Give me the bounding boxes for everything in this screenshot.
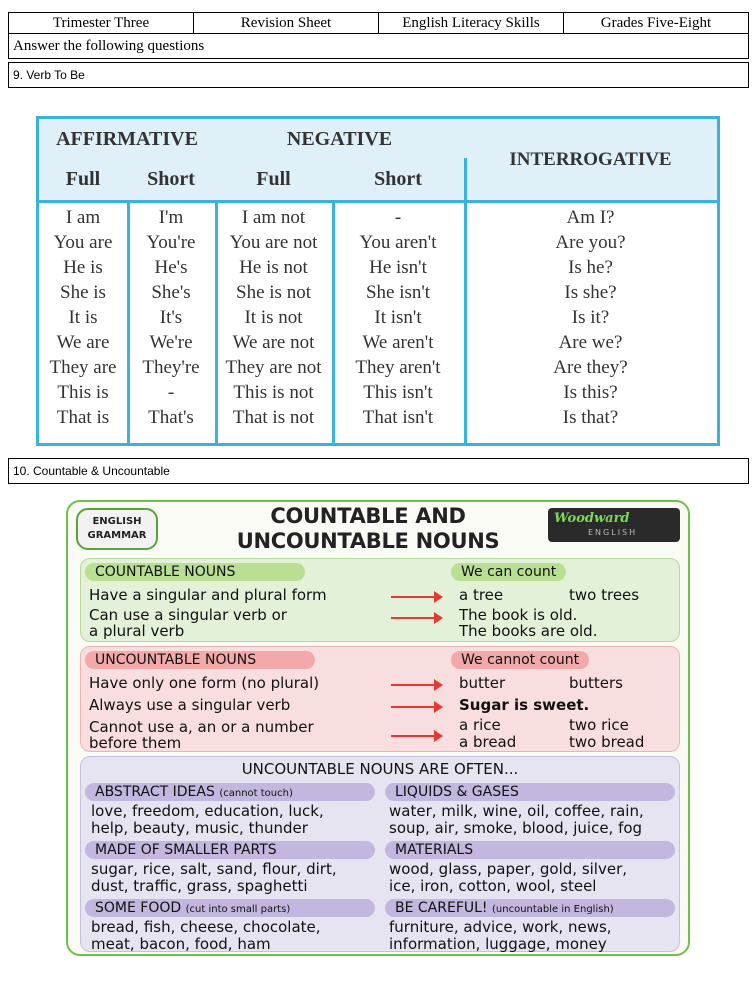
often-heading: UNCOUNTABLE NOUNS ARE OFTEN...: [241, 760, 519, 778]
title-line-1: COUNTABLE AND: [270, 504, 466, 528]
liquids-gases-label: LIQUIDS & GASES: [385, 783, 675, 801]
we-cannot-count-label: We cannot count: [451, 651, 589, 669]
table-cell: They're: [142, 357, 200, 378]
we-can-count-label: We can count: [451, 563, 566, 581]
smaller-parts-label: MADE OF SMALLER PARTS: [85, 841, 375, 859]
table-cell: She is not: [236, 282, 311, 303]
uncountable-rule-2: Always use a singular verb: [89, 696, 291, 714]
table-cell: I am not: [241, 207, 306, 228]
arrow-icon: [391, 684, 441, 686]
affirmative-short-header: Short: [127, 158, 218, 203]
materials-label: MATERIALS: [385, 841, 675, 859]
table-cell: Is he?: [568, 257, 613, 278]
table-cell: They are not: [225, 357, 322, 378]
uncountable-example-3b: two rice: [569, 716, 629, 734]
table-cell: She isn't: [365, 282, 431, 303]
table-cell: That's: [148, 407, 194, 428]
uncountable-panel: [80, 646, 680, 752]
table-cell: Are we?: [558, 332, 623, 353]
table-cell: Is it?: [571, 307, 610, 328]
table-cell: That is not: [232, 407, 315, 428]
table-cell: You aren't: [359, 232, 437, 253]
materials-line-2: ice, iron, cotton, wool, steel: [389, 877, 597, 895]
uncountable-rule-3b: before them: [89, 734, 182, 752]
table-cell: Am I?: [566, 207, 615, 228]
table-cell: You are not: [229, 232, 318, 253]
table-cell: He isn't: [369, 257, 427, 278]
table-cell: Are they?: [553, 357, 628, 378]
table-cell: We aren't: [362, 332, 434, 353]
worksheet-header: [8, 12, 749, 60]
question-10-label: 10. Countable & Uncountable: [8, 458, 749, 484]
arrow-icon: [391, 735, 441, 737]
table-cell: She is: [60, 282, 106, 303]
uncountable-example-4a: a bread: [459, 733, 517, 751]
affirmative-short-column: [127, 203, 218, 443]
table-cell: I'm: [158, 207, 184, 228]
countable-nouns-infographic: [66, 500, 690, 956]
table-cell: That is: [56, 407, 110, 428]
arrow-icon: [391, 706, 441, 708]
table-cell: We are: [56, 332, 110, 353]
countable-example-3: The books are old.: [459, 622, 598, 640]
header-row: [8, 12, 749, 34]
english-grammar-logo: [76, 508, 158, 550]
table-cell: It's: [159, 307, 183, 328]
smaller-parts-line-2: dust, traffic, grass, spaghetti: [91, 877, 308, 895]
table-cell: Is that?: [562, 407, 619, 428]
affirmative-full-header: Full: [39, 158, 130, 203]
affirmative-full-column: [39, 203, 130, 443]
question-9-label: 9. Verb To Be: [8, 62, 749, 88]
abstract-ideas-line-1: love, freedom, education, luck,: [91, 802, 324, 820]
uncountable-label: UNCOUNTABLE NOUNS: [85, 651, 315, 669]
arrow-icon: [391, 596, 441, 598]
table-cell: They aren't: [355, 357, 441, 378]
table-cell: Is this?: [563, 382, 618, 403]
header-subject: English Literacy Skills: [378, 12, 564, 34]
table-cell: -: [167, 382, 175, 403]
some-food-line-1: bread, fish, cheese, chocolate,: [91, 918, 321, 936]
arrow-icon: [391, 617, 441, 619]
uncountable-example-1a: butter: [459, 674, 506, 692]
table-cell: He's: [154, 257, 188, 278]
interrogative-column: [464, 203, 717, 443]
verb-to-be-table: [36, 116, 720, 446]
negative-short-column: [332, 203, 467, 443]
abstract-ideas-label: [85, 783, 375, 801]
materials-line-1: wood, glass, paper, gold, silver,: [389, 860, 628, 878]
negative-full-column: [215, 203, 335, 443]
table-cell: -: [394, 207, 402, 228]
abstract-ideas-note: (cannot touch): [219, 788, 293, 799]
some-food-line-2: meat, bacon, food, ham: [91, 935, 271, 953]
smaller-parts-line-1: sugar, rice, salt, sand, flour, dirt,: [91, 860, 337, 878]
uncountable-often-panel: [80, 756, 680, 952]
table-cell: We are not: [232, 332, 315, 353]
header-grades: Grades Five-Eight: [563, 12, 749, 34]
table-cell: It is: [68, 307, 98, 328]
table-cell: This is not: [233, 382, 314, 403]
affirmative-header: AFFIRMATIVE: [39, 119, 218, 161]
logo-line-2: GRAMMAR: [87, 530, 147, 541]
negative-header: NEGATIVE: [215, 119, 467, 161]
some-food-label: [85, 899, 375, 917]
negative-full-header: Full: [215, 158, 335, 203]
countable-rule-2a: Can use a singular verb or: [89, 606, 287, 624]
table-cell: You're: [146, 232, 196, 253]
table-cell: They are: [49, 357, 117, 378]
uncountable-example-2: Sugar is sweet.: [459, 696, 590, 714]
countable-rule-2b: a plural verb: [89, 622, 185, 640]
table-cell: He is not: [239, 257, 308, 278]
liquids-gases-line-1: water, milk, wine, oil, coffee, rain,: [389, 802, 644, 820]
be-careful-line-2: information, luggage, money: [389, 935, 607, 953]
uncountable-example-3a: a rice: [459, 716, 501, 734]
brand-name: Woodward: [554, 511, 630, 526]
negative-short-header: Short: [332, 158, 467, 203]
liquids-gases-line-2: soup, air, smoke, blood, juice, fog: [389, 819, 643, 837]
table-cell: Are you?: [555, 232, 626, 253]
abstract-ideas-line-2: help, beauty, music, thunder: [91, 819, 308, 837]
table-cell: Is she?: [564, 282, 617, 303]
table-cell: We're: [149, 332, 193, 353]
table-cell: She's: [151, 282, 191, 303]
table-cell: This isn't: [363, 382, 433, 403]
uncountable-example-1b: butters: [569, 674, 624, 692]
woodward-brand-logo: [548, 508, 680, 542]
countable-label: COUNTABLE NOUNS: [85, 563, 305, 581]
uncountable-rule-1: Have only one form (no plural): [89, 674, 320, 692]
table-cell: You are: [53, 232, 113, 253]
infographic-title: [178, 504, 558, 554]
uncountable-example-4b: two bread: [569, 733, 645, 751]
some-food-title: SOME FOOD: [95, 900, 182, 916]
title-line-2: UNCOUNTABLE NOUNS: [236, 529, 500, 553]
table-cell: I am: [65, 207, 101, 228]
table-cell: He is: [63, 257, 103, 278]
countable-example-1b: two trees: [569, 586, 640, 604]
some-food-note: (cut into small parts): [185, 904, 291, 915]
table-cell: It isn't: [374, 307, 422, 328]
table-cell: That isn't: [362, 407, 434, 428]
abstract-ideas-title: ABSTRACT IDEAS: [95, 784, 215, 800]
table-cell: This is: [57, 382, 109, 403]
logo-line-1: ENGLISH: [92, 516, 142, 527]
instruction-text: Answer the following questions: [8, 33, 749, 59]
be-careful-title: BE CAREFUL!: [395, 900, 488, 916]
interrogative-header: INTERROGATIVE: [464, 119, 717, 203]
be-careful-note: (uncountable in English): [492, 904, 614, 915]
countable-rule-1: Have a singular and plural form: [89, 586, 327, 604]
be-careful-label: [385, 899, 675, 917]
header-trimester: Trimester Three: [8, 12, 194, 34]
countable-example-2: The book is old.: [459, 606, 578, 624]
countable-example-1a: a tree: [459, 586, 504, 604]
countable-panel: [80, 558, 680, 642]
table-cell: It is not: [244, 307, 303, 328]
be-careful-line-1: furniture, advice, work, news,: [389, 918, 612, 936]
brand-subtitle: ENGLISH: [588, 528, 638, 537]
header-revision: Revision Sheet: [193, 12, 379, 34]
uncountable-rule-3a: Cannot use a, an or a number: [89, 718, 314, 736]
